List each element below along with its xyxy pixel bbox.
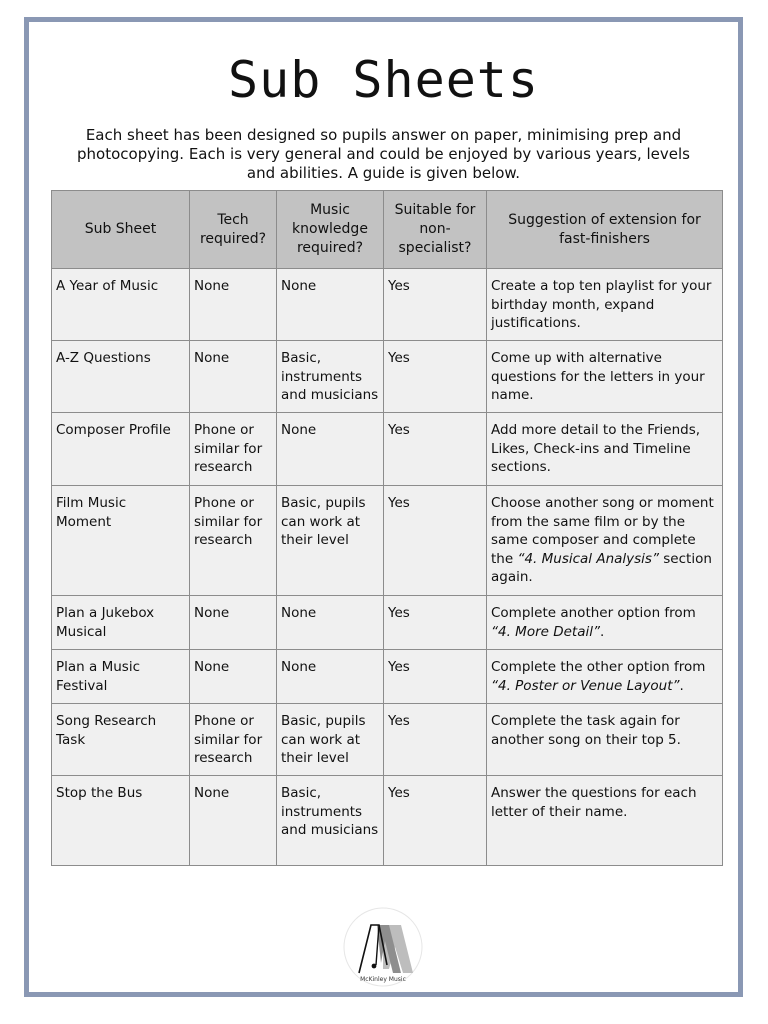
cell-knowledge: None	[277, 413, 384, 486]
cell-knowledge: None	[277, 596, 384, 650]
cell-knowledge: Basic, pupils can work at their level	[277, 486, 384, 596]
table-row	[52, 596, 723, 650]
cell-suitable: Yes	[384, 413, 487, 486]
table-header-row	[52, 191, 723, 269]
cell-tech: None	[190, 596, 277, 650]
cell-extension: Add more detail to the Friends, Likes, Check-ins and Timeline sections.	[487, 413, 723, 486]
page-frame	[24, 17, 743, 997]
cell-knowledge: None	[277, 269, 384, 341]
table-row	[52, 269, 723, 341]
cell-knowledge: None	[277, 650, 384, 704]
page-title: Sub Sheets	[227, 51, 540, 109]
table-row	[52, 650, 723, 704]
cell-tech: None	[190, 650, 277, 704]
intro-text: Each sheet has been designed so pupils answer on paper, minimising prep and photocopying. Each is very general and could be enjoyed by various years, levels and abilities. A guide is given below.	[77, 126, 690, 182]
cell-extension: Answer the questions for each letter of their name.	[487, 776, 723, 866]
cell-extension: Come up with alternative questions for the letters in your name.	[487, 341, 723, 413]
table-row	[52, 704, 723, 776]
cell-suitable: Yes	[384, 486, 487, 596]
table-row	[52, 413, 723, 486]
cell-knowledge: Basic, pupils can work at their level	[277, 704, 384, 776]
table-row	[52, 341, 723, 413]
table-row	[52, 486, 723, 596]
logo-text: McKinley Music	[360, 976, 406, 983]
cell-sub-sheet: Film Music Moment	[52, 486, 190, 596]
cell-tech: None	[190, 776, 277, 866]
col-header-extension: Suggestion of extension for fast-finishers	[487, 191, 723, 269]
table-row	[52, 776, 723, 866]
sub-sheets-table	[51, 190, 723, 866]
cell-sub-sheet: Plan a Jukebox Musical	[52, 596, 190, 650]
cell-extension: Create a top ten playlist for your birthday month, expand justifications.	[487, 269, 723, 341]
cell-knowledge: Basic, instruments and musicians	[277, 341, 384, 413]
mckinley-music-logo	[343, 907, 423, 987]
cell-suitable: Yes	[384, 341, 487, 413]
cell-sub-sheet: Stop the Bus	[52, 776, 190, 866]
cell-suitable: Yes	[384, 269, 487, 341]
cell-sub-sheet: Composer Profile	[52, 413, 190, 486]
cell-sub-sheet: Song Research Task	[52, 704, 190, 776]
col-header-suitable: Suitable for non-specialist?	[384, 191, 487, 269]
cell-suitable: Yes	[384, 650, 487, 704]
cell-knowledge: Basic, instruments and musicians	[277, 776, 384, 866]
cell-suitable: Yes	[384, 776, 487, 866]
cell-sub-sheet: A-Z Questions	[52, 341, 190, 413]
cell-sub-sheet: Plan a Music Festival	[52, 650, 190, 704]
cell-extension: Complete the task again for another song on their top 5.	[487, 704, 723, 776]
cell-suitable: Yes	[384, 704, 487, 776]
cell-tech: Phone or similar for research	[190, 704, 277, 776]
mm-monogram-logo-icon	[343, 907, 423, 987]
cell-tech: Phone or similar for research	[190, 486, 277, 596]
cell-tech: None	[190, 341, 277, 413]
cell-tech: Phone or similar for research	[190, 413, 277, 486]
cell-extension: Complete another option from “4. More Detail”.	[487, 596, 723, 650]
cell-suitable: Yes	[384, 596, 487, 650]
cell-tech: None	[190, 269, 277, 341]
cell-sub-sheet: A Year of Music	[52, 269, 190, 341]
cell-extension: Complete the other option from “4. Poster or Venue Layout”.	[487, 650, 723, 704]
col-header-tech: Tech required?	[190, 191, 277, 269]
col-header-knowledge: Music knowledge required?	[277, 191, 384, 269]
cell-extension: Choose another song or moment from the same film or by the same composer and complete the “4. Musical Analysis” section again.	[487, 486, 723, 596]
col-header-sub-sheet: Sub Sheet	[52, 191, 190, 269]
